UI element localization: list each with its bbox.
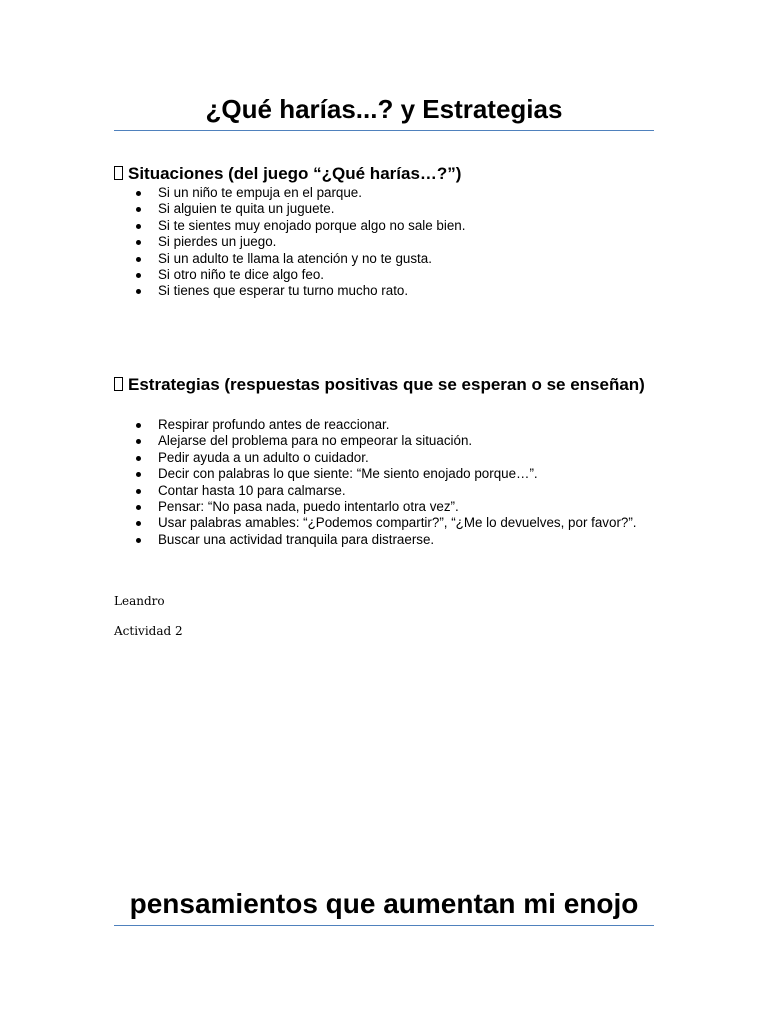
- author-name: Leandro: [114, 594, 165, 608]
- second-title: pensamientos que aumentan mi enojo: [114, 886, 654, 926]
- situations-heading-text: Situaciones (del juego “¿Qué harías…?”): [128, 164, 462, 183]
- strategies-heading: [114, 374, 654, 396]
- list-item: Si alguien te quita un juguete.: [114, 201, 674, 217]
- list-item: Si pierdes un juego.: [114, 234, 674, 250]
- situations-list: [114, 185, 674, 300]
- strategies-list: [114, 417, 674, 548]
- list-item: Buscar una actividad tranquila para distraerse.: [114, 532, 674, 548]
- list-item: Usar palabras amables: “¿Podemos compartir?”, “¿Me lo devuelves, por favor?”.: [114, 515, 674, 531]
- situations-heading: [114, 163, 654, 185]
- list-item: Contar hasta 10 para calmarse.: [114, 483, 674, 499]
- list-item: Respirar profundo antes de reaccionar.: [114, 417, 674, 433]
- list-item: Pedir ayuda a un adulto o cuidador.: [114, 450, 674, 466]
- list-item: Decir con palabras lo que siente: “Me siento enojado porque…”.: [114, 466, 674, 482]
- list-item: Si te sientes muy enojado porque algo no sale bien.: [114, 218, 674, 234]
- list-item: Alejarse del problema para no empeorar la situación.: [114, 433, 674, 449]
- strategies-heading-text: Estrategias (respuestas positivas que se esperan o se enseñan): [128, 375, 645, 394]
- document-title: ¿Qué harías...? y Estrategias: [114, 92, 654, 131]
- activity-label: Actividad 2: [114, 624, 183, 638]
- list-item: Si otro niño te dice algo feo.: [114, 267, 674, 283]
- missing-glyph-box-icon: [114, 166, 123, 180]
- list-item: Si un adulto te llama la atención y no te gusta.: [114, 251, 674, 267]
- list-item: Si un niño te empuja en el parque.: [114, 185, 674, 201]
- list-item: Si tienes que esperar tu turno mucho rato.: [114, 283, 674, 299]
- missing-glyph-box-icon: [114, 377, 123, 391]
- list-item: Pensar: “No pasa nada, puedo intentarlo otra vez”.: [114, 499, 674, 515]
